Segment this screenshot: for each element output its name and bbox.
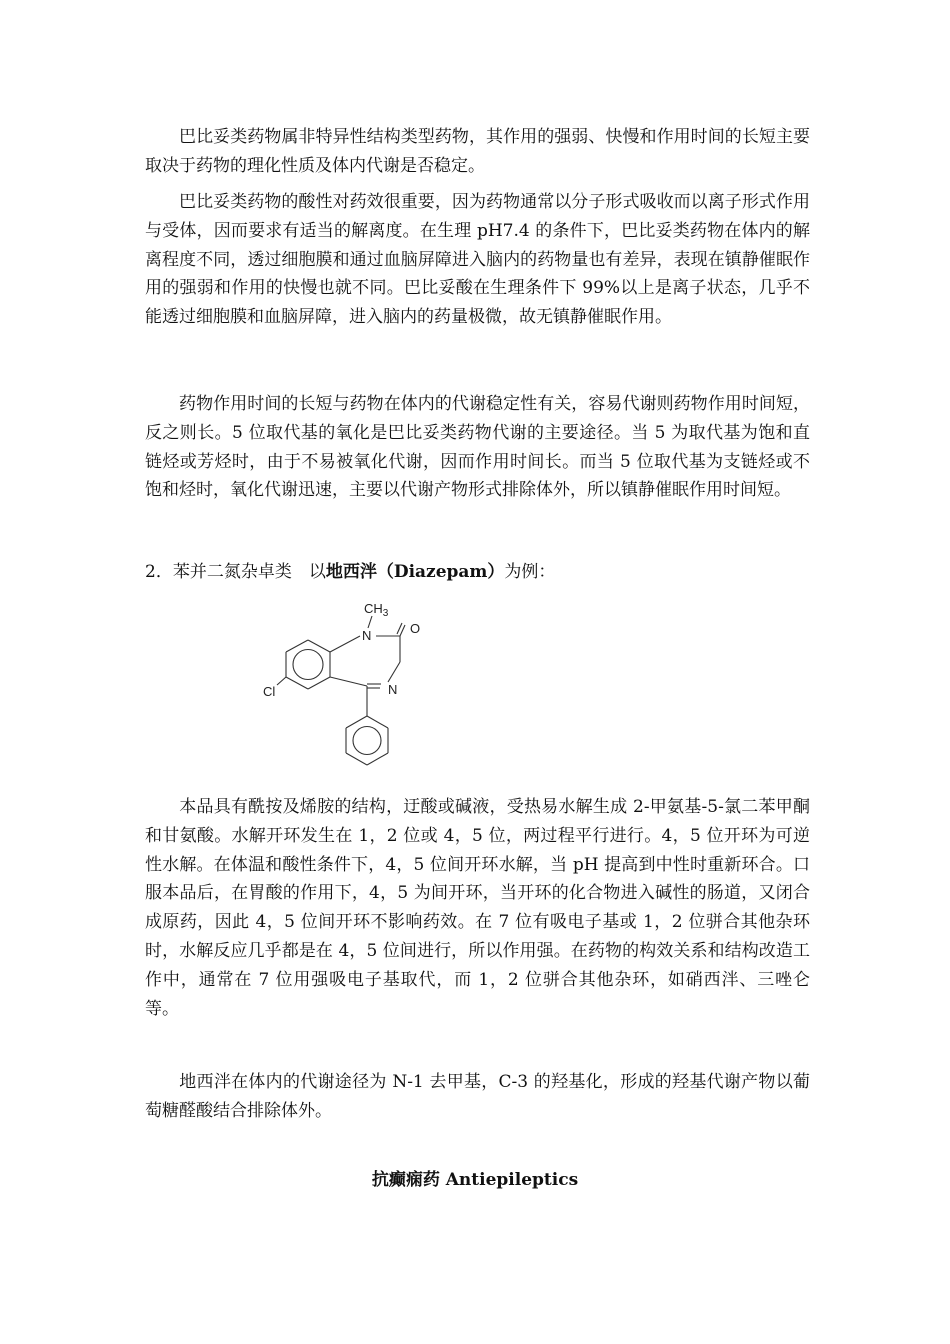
n1-label: N <box>362 628 372 643</box>
section-heading-benzodiazepines: 2．苯并二氮杂卓类 以地西泮（Diazepam）为例： <box>145 562 556 582</box>
paragraph-diazepam-hydrolysis: 本品具有酰按及烯胺的结构，迂酸或碱液，受热易水解生成 2-甲氨基-5-氯二苯甲酮和甘氨酸。水解开环发生在 1，2 位或 4，5 位，两过程平行进行。4，5 位开环为可逆性水解。在体温和酸性条件下，4，5 位间开环水解，当 pH 提高到中性时重新环合。口服本品后，在胃酸的作用下，4，5 为间开环，当开环的化合物进入碱性的肠道，又闭合成原药，因此 4，5 位间开环不影响药效。在 7 位有吸电子基或 1，2 位骈合其他杂环时，水解反应几乎都是在 4，5 位间进行，所以作用强。在药物的构效关系和结构改造工作中，通常在 7 位用强吸电子基取代，而 1，2 位骈合其他杂环，如硝西泮、三唑仑等。 <box>145 797 810 1019</box>
paragraph-barbiturate-acidity: 巴比妥类药物的酸性对药效很重要，因为药物通常以分子形式吸收而以离子形式作用与受体，因而要求有适当的解离度。在生理 pH7.4 的条件下，巴比妥类药物在体内的解离程度不同，透过细胞膜和通过血脑屏障进入脑内的药物量也有差异，表现在镇静催眠作用的强弱和作用的快慢也就不同。巴比妥酸在生理条件下 99%以上是离子状态，几乎不能透过细胞膜和血脑屏障，进入脑内的药量极微，故无镇静催眠作用。 <box>145 192 810 328</box>
diazepam-structure <box>260 596 430 786</box>
diazepam-name: 地西泮（Diazepam） <box>325 562 505 582</box>
methyl-label: $CH_3$ <box>364 601 389 619</box>
n4-label: N <box>388 682 398 697</box>
paragraph-barbiturate-duration: 药物作用时间的长短与药物在体内的代谢稳定性有关，容易代谢则药物作用时间短，反之则长。5 位取代基的氧化是巴比妥类药物代谢的主要途径。当 5 为取代基为饱和直链烃或芳烃时，由于不易被氧化代谢，因而作用时间长。而当 5 位取代基为支链烃或不饱和烃时，氧化代谢迅速，主要以代谢产物形式排除体外，所以镇静催眠作用时间短。 <box>145 394 810 501</box>
chlorine-label: Cl <box>263 684 276 699</box>
paragraph-diazepam-metabolism: 地西泮在体内的代谢途径为 N-1 去甲基，C-3 的羟基化，形成的羟基代谢产物以葡萄糖醛酸结合排除体外。 <box>145 1072 810 1121</box>
oxygen-label: O <box>410 621 421 636</box>
paragraph-barbiturate-intro: 巴比妥类药物属非特异性结构类型药物，其作用的强弱、快慢和作用时间的长短主要取决于药物的理化性质及体内代谢是否稳定。 <box>145 127 810 176</box>
section-title-antiepileptics: 抗癫痫药 Antiepileptics <box>371 1170 579 1190</box>
